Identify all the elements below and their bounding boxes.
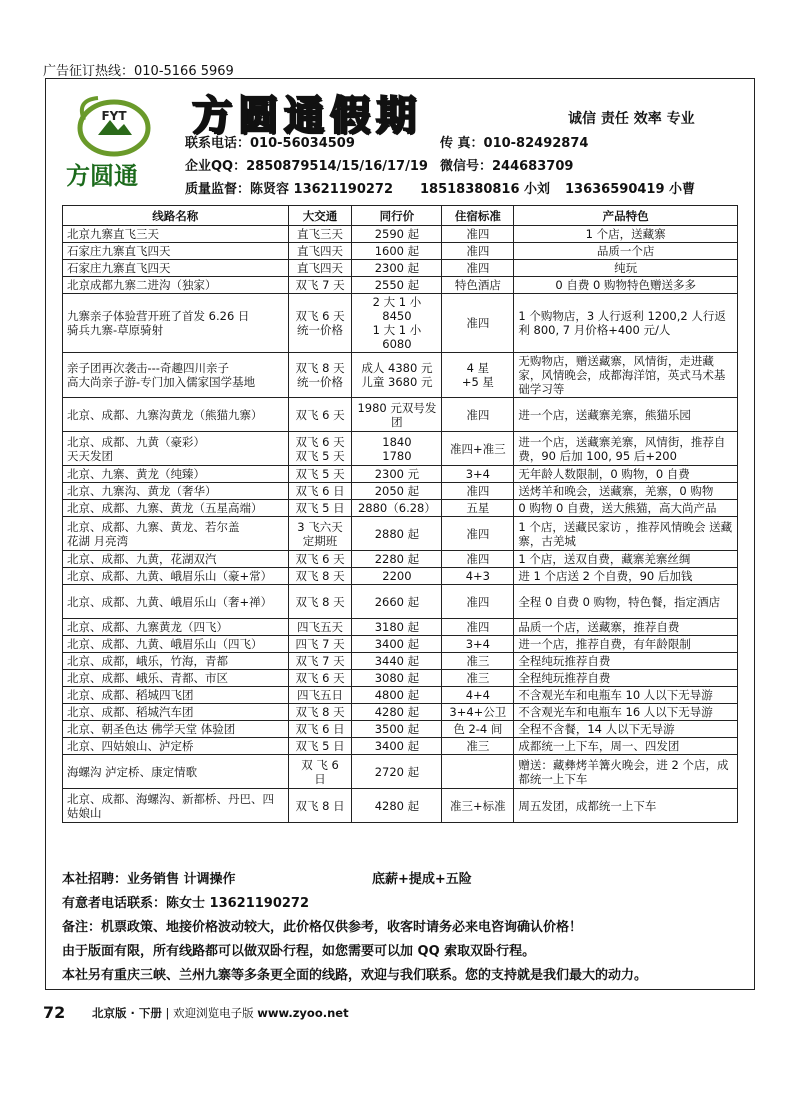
table-row bbox=[63, 277, 738, 294]
cell-hotel: 准四 bbox=[442, 483, 514, 500]
cell-route-name: 石家庄九寨直飞四天 bbox=[63, 243, 289, 260]
cell-transport: 双飞 8 日 bbox=[288, 789, 352, 823]
header-transport: 大交通 bbox=[288, 206, 352, 226]
cell-route-name: 北京成都九寨二进沟（独家） bbox=[63, 277, 289, 294]
cell-price: 2300 元 bbox=[352, 466, 442, 483]
cell-route-name: 北京、成都、稻城四飞团 bbox=[63, 687, 289, 704]
cell-features: 全程不含餐，14 人以下无导游 bbox=[514, 721, 738, 738]
cell-route-name: 北京、成都、九黄、峨眉乐山（奢+禅） bbox=[63, 585, 289, 619]
cell-hotel: 准四 bbox=[442, 585, 514, 619]
contact-wechat: 微信号：244683709 bbox=[440, 159, 574, 174]
routes-table bbox=[62, 205, 738, 823]
table-header-row bbox=[63, 206, 738, 226]
table-row bbox=[63, 432, 738, 466]
cell-price: 1600 起 bbox=[352, 243, 442, 260]
cell-route-name: 北京、九寨、黄龙（纯臻） bbox=[63, 466, 289, 483]
cell-transport: 双飞 8 天 bbox=[288, 704, 352, 721]
site-link[interactable]: www.zyoo.net bbox=[257, 1006, 349, 1020]
cell-price: 2280 起 bbox=[352, 551, 442, 568]
table-row bbox=[63, 721, 738, 738]
contact-supervisor: 质量监督：陈贤容 13621190272 bbox=[185, 182, 394, 197]
cell-price: 3400 起 bbox=[352, 636, 442, 653]
cell-transport: 双飞 6 天 bbox=[288, 670, 352, 687]
cell-transport: 双飞 8 天 bbox=[288, 585, 352, 619]
table-row bbox=[63, 260, 738, 277]
header-price: 同行价 bbox=[352, 206, 442, 226]
contact-phone: 联系电话：010-56034509 bbox=[185, 136, 355, 151]
cell-features: 无购物店，赠送藏寨，风情街，走进藏家，风情晚会，成都海洋馆，英式马术基础学习等 bbox=[514, 353, 738, 398]
cell-hotel: 准四 bbox=[442, 243, 514, 260]
logo-letters: FYT bbox=[101, 109, 127, 123]
cell-price: 2590 起 bbox=[352, 226, 442, 243]
cell-hotel: 4+3 bbox=[442, 568, 514, 585]
cell-price: 1840 1780 bbox=[352, 432, 442, 466]
footer-note-2: 由于版面有限，所有线路都可以做双卧行程，如您需要可以加 QQ 索取双卧行程。 bbox=[62, 944, 536, 959]
cell-price: 4800 起 bbox=[352, 687, 442, 704]
brand-slogan: 诚信 责任 效率 专业 bbox=[568, 111, 695, 127]
cell-price: 2880 起 bbox=[352, 517, 442, 551]
cell-price: 成人 4380 元 儿童 3680 元 bbox=[352, 353, 442, 398]
table-row bbox=[63, 551, 738, 568]
table-row bbox=[63, 738, 738, 755]
cell-route-name: 北京、成都、峨乐、青都、市区 bbox=[63, 670, 289, 687]
cell-hotel: 五星 bbox=[442, 500, 514, 517]
cell-features: 1 个店，送藏寨 bbox=[514, 226, 738, 243]
cell-features: 不含观光车和电瓶车 10 人以下无导游 bbox=[514, 687, 738, 704]
cell-features: 纯玩 bbox=[514, 260, 738, 277]
cell-features: 进一个店，推荐自费，有年龄限制 bbox=[514, 636, 738, 653]
cell-hotel: 准四 bbox=[442, 260, 514, 277]
footer-note-3: 本社另有重庆三峡、兰州九寨等多条更全面的线路，欢迎与我们联系。您的支持就是我们最大的动力。 bbox=[62, 968, 648, 983]
cell-features: 进 1 个店送 2 个自费，90 后加钱 bbox=[514, 568, 738, 585]
cell-transport: 双飞 5 天 bbox=[288, 466, 352, 483]
cell-route-name: 北京、成都、九黄（豪彩） 天天发团 bbox=[63, 432, 289, 466]
cell-features: 0 自费 0 购物特色赠送多多 bbox=[514, 277, 738, 294]
cell-transport: 双飞 6 天 双飞 5 天 bbox=[288, 432, 352, 466]
cell-route-name: 北京、成都、九黄、峨眉乐山（四飞） bbox=[63, 636, 289, 653]
cell-features: 无年龄人数限制，0 购物，0 自费 bbox=[514, 466, 738, 483]
cell-price: 2300 起 bbox=[352, 260, 442, 277]
cell-transport: 四飞五天 bbox=[288, 619, 352, 636]
cell-route-name: 北京、成都、稻城汽车团 bbox=[63, 704, 289, 721]
table-row bbox=[63, 353, 738, 398]
cell-features: 0 购物 0 自费，送大熊猫，高大尚产品 bbox=[514, 500, 738, 517]
cell-transport: 双飞 6 日 bbox=[288, 483, 352, 500]
cell-transport: 双飞 6 天 统一价格 bbox=[288, 294, 352, 353]
table-row bbox=[63, 789, 738, 823]
cell-hotel: 3+4 bbox=[442, 636, 514, 653]
cell-hotel: 准四 bbox=[442, 398, 514, 432]
ad-hotline: 广告征订热线：010-5166 5969 bbox=[43, 64, 234, 79]
cell-price: 2050 起 bbox=[352, 483, 442, 500]
cell-price: 1980 元双号发团 bbox=[352, 398, 442, 432]
cell-hotel: 准三+标准 bbox=[442, 789, 514, 823]
table-row bbox=[63, 294, 738, 353]
cell-features: 1 个店，送双自费，藏寨羌寨丝绸 bbox=[514, 551, 738, 568]
cell-price: 2 大 1 小 8450 1 大 1 小 6080 bbox=[352, 294, 442, 353]
header-hotel: 住宿标准 bbox=[442, 206, 514, 226]
cell-features: 进一个店，送藏寨羌寨，风情街，推荐自费，90 后加 100, 95 后+200 bbox=[514, 432, 738, 466]
cell-features: 全程纯玩推荐自费 bbox=[514, 653, 738, 670]
cell-features: 周五发团，成都统一上下车 bbox=[514, 789, 738, 823]
cell-transport: 3 飞六天 定期班 bbox=[288, 517, 352, 551]
cell-transport: 双飞 8 天 bbox=[288, 568, 352, 585]
cell-transport: 双飞 5 日 bbox=[288, 500, 352, 517]
table-row bbox=[63, 687, 738, 704]
cell-hotel: 准三 bbox=[442, 738, 514, 755]
cell-price: 3080 起 bbox=[352, 670, 442, 687]
cell-transport: 双 飞 6 日 bbox=[288, 755, 352, 789]
cell-hotel: 准三 bbox=[442, 653, 514, 670]
cell-price: 4280 起 bbox=[352, 704, 442, 721]
cell-route-name: 北京、成都、九寨沟黄龙（熊猫九寨） bbox=[63, 398, 289, 432]
cell-price: 2720 起 bbox=[352, 755, 442, 789]
cell-transport: 双飞 7 天 bbox=[288, 653, 352, 670]
cell-hotel: 准三 bbox=[442, 670, 514, 687]
cell-features: 送烤羊和晚会，送藏寨，羌寨，0 购物 bbox=[514, 483, 738, 500]
table-row bbox=[63, 243, 738, 260]
cell-route-name: 北京、四姑娘山、泸定桥 bbox=[63, 738, 289, 755]
recruit-line bbox=[62, 868, 472, 887]
table-row bbox=[63, 226, 738, 243]
cell-transport: 双飞 5 日 bbox=[288, 738, 352, 755]
cell-features: 1 个购物店，3 人行返利 1200,2 人行返利 800, 7 月价格+400 元/人 bbox=[514, 294, 738, 353]
cell-transport: 双飞 6 天 bbox=[288, 551, 352, 568]
cell-hotel: 色 2-4 间 bbox=[442, 721, 514, 738]
cell-route-name: 北京、成都、九黄、峨眉乐山（豪+常） bbox=[63, 568, 289, 585]
table-row bbox=[63, 466, 738, 483]
cell-route-name: 北京、成都、海螺沟、新都桥、丹巴、四姑娘山 bbox=[63, 789, 289, 823]
svg-text:FYT bbox=[101, 109, 127, 123]
cell-features: 1 个店，送藏民家访 ，推荐风情晚会 送藏寨，古羌城 bbox=[514, 517, 738, 551]
cell-transport: 直飞三天 bbox=[288, 226, 352, 243]
cell-route-name: 北京、成都、九黄，花湖双汽 bbox=[63, 551, 289, 568]
browse-label: 欢迎浏览电子版 bbox=[173, 1006, 254, 1020]
recruit-text: 本社招聘：业务销售 计调操作 bbox=[62, 872, 236, 887]
page-number: 72 bbox=[43, 1003, 66, 1022]
cell-route-name: 北京、九寨沟、黄龙（奢华） bbox=[63, 483, 289, 500]
cell-hotel: 准四 bbox=[442, 294, 514, 353]
header-route-name: 线路名称 bbox=[63, 206, 289, 226]
cell-route-name: 九寨亲子体验营开班了首发 6.26 日 骑兵九寨-草原骑射 bbox=[63, 294, 289, 353]
cell-features: 品质一个店，送藏寨，推荐自费 bbox=[514, 619, 738, 636]
table-row bbox=[63, 517, 738, 551]
cell-hotel: 3+4 bbox=[442, 466, 514, 483]
cell-route-name: 亲子团再次袭击---奇趣四川亲子 高大尚亲子游-专门加入儒家国学基地 bbox=[63, 353, 289, 398]
table-row bbox=[63, 585, 738, 619]
hr-contact: 有意者电话联系：陈女士 13621190272 bbox=[62, 896, 310, 911]
recruit-salary: 底薪+提成+五险 bbox=[372, 872, 472, 887]
cell-hotel bbox=[442, 755, 514, 789]
cell-features: 全程纯玩推荐自费 bbox=[514, 670, 738, 687]
cell-hotel: 准四+准三 bbox=[442, 432, 514, 466]
cell-transport: 双飞 6 日 bbox=[288, 721, 352, 738]
cell-features: 赠送：藏彝烤羊篝火晚会，进 2 个店，成都统一上下车 bbox=[514, 755, 738, 789]
cell-features: 进一个店，送藏寨羌寨，熊猫乐园 bbox=[514, 398, 738, 432]
table-row bbox=[63, 653, 738, 670]
routes-table-body bbox=[63, 226, 738, 823]
cell-price: 3500 起 bbox=[352, 721, 442, 738]
table-row bbox=[63, 398, 738, 432]
cell-price: 2200 bbox=[352, 568, 442, 585]
cell-hotel: 准四 bbox=[442, 619, 514, 636]
contact-fax: 传 真：010-82492874 bbox=[440, 136, 589, 151]
table-row bbox=[63, 568, 738, 585]
cell-transport: 双飞 7 天 bbox=[288, 277, 352, 294]
cell-features: 全程 0 自费 0 购物，特色餐，指定酒店 bbox=[514, 585, 738, 619]
contact-second: 18518380816 小刘 bbox=[420, 182, 551, 197]
cell-hotel: 4 星 +5 星 bbox=[442, 353, 514, 398]
cell-transport: 四飞五日 bbox=[288, 687, 352, 704]
table-row bbox=[63, 500, 738, 517]
cell-route-name: 北京、朝圣色达 佛学天堂 体验团 bbox=[63, 721, 289, 738]
cell-route-name: 北京、成都，峨乐，竹海，青都 bbox=[63, 653, 289, 670]
table-row bbox=[63, 636, 738, 653]
cell-features: 成都统一上下车，周一、四发团 bbox=[514, 738, 738, 755]
cell-price: 2880（6.28） bbox=[352, 500, 442, 517]
footer-note-1: 备注：机票政策、地接价格波动较大，此价格仅供参考，收客时请务必来电咨询确认价格！ bbox=[62, 920, 583, 935]
table-row bbox=[63, 704, 738, 721]
contact-third: 13636590419 小曹 bbox=[565, 182, 696, 197]
header-features: 产品特色 bbox=[514, 206, 738, 226]
contact-qq: 企业QQ：2850879514/15/16/17/19 bbox=[185, 159, 428, 174]
cell-price: 4280 起 bbox=[352, 789, 442, 823]
page-footer-bar bbox=[92, 1005, 349, 1021]
logo-name: 方圆通 bbox=[66, 162, 138, 190]
cell-route-name: 北京、成都、九寨黄龙（四飞） bbox=[63, 619, 289, 636]
cell-hotel: 准四 bbox=[442, 517, 514, 551]
cell-price: 3440 起 bbox=[352, 653, 442, 670]
separator: | bbox=[165, 1006, 170, 1020]
table-row bbox=[63, 755, 738, 789]
cell-price: 2550 起 bbox=[352, 277, 442, 294]
cell-route-name: 北京、成都、九寨、黄龙（五星高端） bbox=[63, 500, 289, 517]
cell-hotel: 特色酒店 bbox=[442, 277, 514, 294]
cell-features: 品质一个店 bbox=[514, 243, 738, 260]
company-logo bbox=[58, 90, 170, 190]
cell-hotel: 准四 bbox=[442, 551, 514, 568]
table-row bbox=[63, 483, 738, 500]
cell-price: 3400 起 bbox=[352, 738, 442, 755]
cell-transport: 双飞 6 天 bbox=[288, 398, 352, 432]
table-row bbox=[63, 670, 738, 687]
cell-hotel: 准四 bbox=[442, 226, 514, 243]
cell-route-name: 石家庄九寨直飞四天 bbox=[63, 260, 289, 277]
cell-transport: 直飞四天 bbox=[288, 260, 352, 277]
brand-title: 方圆通假期 bbox=[192, 92, 422, 139]
cell-features: 不含观光车和电瓶车 16 人以下无导游 bbox=[514, 704, 738, 721]
cell-price: 2660 起 bbox=[352, 585, 442, 619]
cell-transport: 双飞 8 天 统一价格 bbox=[288, 353, 352, 398]
cell-hotel: 4+4 bbox=[442, 687, 514, 704]
cell-transport: 四飞 7 天 bbox=[288, 636, 352, 653]
edition-label: 北京版 · 下册 bbox=[92, 1006, 162, 1020]
cell-price: 3180 起 bbox=[352, 619, 442, 636]
cell-route-name: 海螺沟 泸定桥、康定情歌 bbox=[63, 755, 289, 789]
cell-route-name: 北京九寨直飞三天 bbox=[63, 226, 289, 243]
cell-route-name: 北京、成都、九寨、黄龙、若尔盖 花湖 月亮湾 bbox=[63, 517, 289, 551]
table-row bbox=[63, 619, 738, 636]
cell-transport: 直飞四天 bbox=[288, 243, 352, 260]
cell-hotel: 3+4+公卫 bbox=[442, 704, 514, 721]
